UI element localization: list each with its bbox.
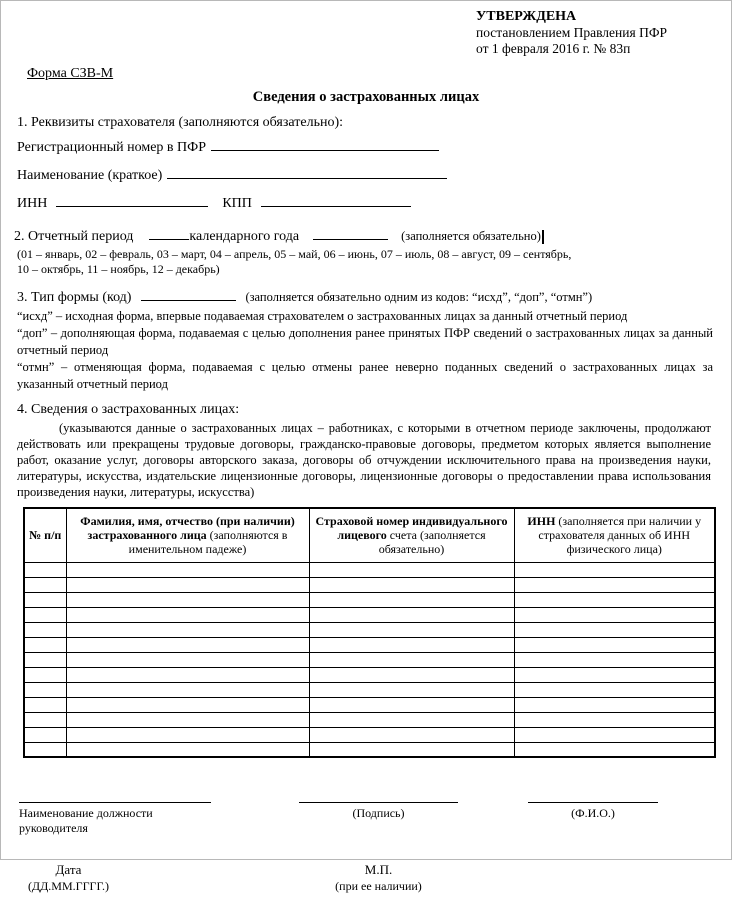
section4-note: (указываются данные о застрахованных лицах – работниках, с которыми в отчетном периоде заключены, продолжают действовать или прекращены трудовые договоры, гражданско-правовые договоры, предметом которых является выполнение работ, оказание услуг, договоры авторского заказа, договоры об отчуждении исключительного права на произведения науки, литературы, искусства, издательские лицензионные договоры, лицензионные договоры о предоставлении права использования произведения науки, литературы, искусства)	[17, 421, 711, 499]
date-format-label: (ДД.ММ.ГГГГ.)	[27, 879, 110, 893]
stamp-block	[316, 862, 441, 894]
table-cell[interactable]	[66, 637, 309, 652]
table-cell[interactable]	[66, 712, 309, 727]
table-cell[interactable]	[309, 637, 514, 652]
definition-otmn: “отмн” – отменяющая форма, подаваемая с целью отмены ранее неверно поданных сведений о застрахованных лицах за указанный отчетный период	[17, 360, 713, 391]
signature-label: (Подпись)	[352, 806, 405, 820]
table-cell[interactable]	[24, 607, 66, 622]
fio-segment	[528, 802, 658, 821]
table-cell[interactable]	[66, 727, 309, 742]
table-cell[interactable]	[309, 652, 514, 667]
inn-input[interactable]	[56, 192, 208, 207]
date-block	[11, 862, 126, 894]
header-row-number: № п/п	[24, 508, 66, 562]
table-row	[24, 682, 715, 697]
table-cell[interactable]	[309, 622, 514, 637]
table-cell[interactable]	[66, 682, 309, 697]
position-label: Наименование должности руководителя	[19, 806, 153, 835]
reg-number-label: Регистрационный номер в ПФР	[17, 140, 206, 155]
calendar-year-input[interactable]	[313, 225, 388, 240]
reg-number-input[interactable]	[211, 136, 439, 151]
table-cell[interactable]	[24, 652, 66, 667]
table-cell[interactable]	[514, 667, 715, 682]
table-cell[interactable]	[309, 562, 514, 577]
form-type-code-input[interactable]	[141, 286, 236, 301]
table-cell[interactable]	[309, 682, 514, 697]
signature-segment	[299, 802, 458, 821]
fio-label: (Ф.И.О.)	[571, 806, 615, 820]
approval-line: постановлением Правления ПФР	[476, 25, 667, 40]
table-row	[24, 622, 715, 637]
table-cell[interactable]	[514, 622, 715, 637]
date-label: Дата	[55, 862, 82, 877]
table-cell[interactable]	[514, 637, 715, 652]
insured-table-body	[24, 562, 715, 757]
stamp-label: М.П.	[364, 862, 393, 877]
section3-codes-note: (заполняется обязательно одним из кодов: “исхд”, “доп”, “отмн”)	[245, 290, 593, 304]
table-cell[interactable]	[309, 607, 514, 622]
table-cell[interactable]	[24, 637, 66, 652]
form-type-definitions	[17, 308, 713, 393]
section3-heading: 3. Тип формы (код)	[17, 290, 132, 305]
table-cell[interactable]	[514, 577, 715, 592]
table-cell[interactable]	[24, 712, 66, 727]
table-cell[interactable]	[309, 697, 514, 712]
table-cell[interactable]	[514, 742, 715, 757]
approval-title: УТВЕРЖДЕНА	[476, 9, 577, 24]
table-cell[interactable]	[24, 562, 66, 577]
table-cell[interactable]	[24, 622, 66, 637]
table-cell[interactable]	[66, 592, 309, 607]
section2-required-note: (заполняется обязательно)	[401, 229, 541, 243]
table-cell[interactable]	[309, 667, 514, 682]
table-cell[interactable]	[514, 607, 715, 622]
reg-number-line	[17, 136, 731, 159]
stamp-note: (при ее наличии)	[335, 879, 422, 893]
table-row	[24, 667, 715, 682]
section1-heading: 1. Реквизиты страхователя (заполняются обязательно):	[17, 115, 343, 130]
table-row	[24, 727, 715, 742]
calendar-year-label: календарного года	[189, 229, 300, 244]
table-cell[interactable]	[24, 742, 66, 757]
definition-ishd: “исхд” – исходная форма, впервые подаваемая страхователем о застрахованных лицах за данный отчетный период	[17, 309, 628, 323]
table-cell[interactable]	[514, 712, 715, 727]
table-cell[interactable]	[24, 577, 66, 592]
date-stamp-row	[1, 862, 731, 902]
table-row	[24, 712, 715, 727]
table-row	[24, 562, 715, 577]
section3-line	[17, 286, 731, 306]
name-label: Наименование (краткое)	[17, 168, 163, 183]
table-cell[interactable]	[24, 592, 66, 607]
table-row	[24, 697, 715, 712]
table-cell[interactable]	[66, 742, 309, 757]
inn-label: ИНН	[17, 196, 48, 211]
table-cell[interactable]	[309, 592, 514, 607]
insured-persons-table	[23, 507, 716, 758]
table-row	[24, 742, 715, 757]
inn-kpp-line	[17, 192, 731, 215]
header-snils: Страховой номер индивидуального лицевого счета (заполняется обязательно)	[309, 508, 514, 562]
table-cell[interactable]	[24, 697, 66, 712]
months-note-line1: (01 – январь, 02 – февраль, 03 – март, 04 – апрель, 05 – май, 06 – июнь, 07 – июль, 08 – август, 09 – сентябрь,	[17, 247, 572, 261]
table-row	[24, 577, 715, 592]
table-cell[interactable]	[66, 652, 309, 667]
table-cell[interactable]	[309, 742, 514, 757]
table-cell[interactable]	[24, 667, 66, 682]
approval-line: от 1 февраля 2016 г. № 83п	[476, 41, 631, 56]
table-header-row	[24, 508, 715, 562]
table-cell[interactable]	[514, 652, 715, 667]
table-cell[interactable]	[514, 682, 715, 697]
position-signature-segment	[19, 802, 211, 836]
name-input[interactable]	[167, 164, 447, 179]
table-cell[interactable]	[309, 727, 514, 742]
table-cell[interactable]	[24, 727, 66, 742]
form-code-label: Форма СЗВ-М	[27, 66, 114, 81]
header-fio: Фамилия, имя, отчество (при наличии) застрахованного лица (заполняются в именительном падеже)	[66, 508, 309, 562]
table-cell[interactable]	[24, 682, 66, 697]
definition-dop: “доп” – дополняющая форма, подаваемая с целью дополнения ранее принятых ПФР сведений о застрахованных лицах за данный отчетный период	[17, 326, 713, 357]
approval-block	[476, 9, 711, 57]
section4-heading: 4. Сведения о застрахованных лицах:	[17, 402, 240, 417]
section2-heading: 2. Отчетный период	[14, 229, 134, 244]
header-inn: ИНН (заполняется при наличии у страхователя данных об ИНН физического лица)	[514, 508, 715, 562]
section2-line	[14, 225, 731, 245]
months-note-line2: 10 – октябрь, 11 – ноябрь, 12 – декабрь)	[17, 262, 220, 276]
kpp-input[interactable]	[261, 192, 411, 207]
table-cell[interactable]	[66, 622, 309, 637]
report-period-input[interactable]	[149, 225, 189, 240]
table-cell[interactable]	[66, 577, 309, 592]
text-cursor	[542, 230, 544, 244]
table-row	[24, 637, 715, 652]
table-cell[interactable]	[514, 727, 715, 742]
kpp-label: КПП	[222, 196, 252, 211]
table-cell[interactable]	[309, 577, 514, 592]
table-row	[24, 592, 715, 607]
table-cell[interactable]	[514, 562, 715, 577]
table-cell[interactable]	[514, 592, 715, 607]
table-cell[interactable]	[66, 667, 309, 682]
table-cell[interactable]	[66, 607, 309, 622]
months-note	[17, 247, 717, 277]
table-cell[interactable]	[309, 712, 514, 727]
table-row	[24, 607, 715, 622]
name-line	[17, 164, 731, 187]
table-row	[24, 652, 715, 667]
table-cell[interactable]	[514, 697, 715, 712]
page-title: Сведения о застрахованных лицах	[252, 89, 480, 105]
table-cell[interactable]	[66, 697, 309, 712]
signature-row	[1, 802, 731, 862]
table-cell[interactable]	[66, 562, 309, 577]
